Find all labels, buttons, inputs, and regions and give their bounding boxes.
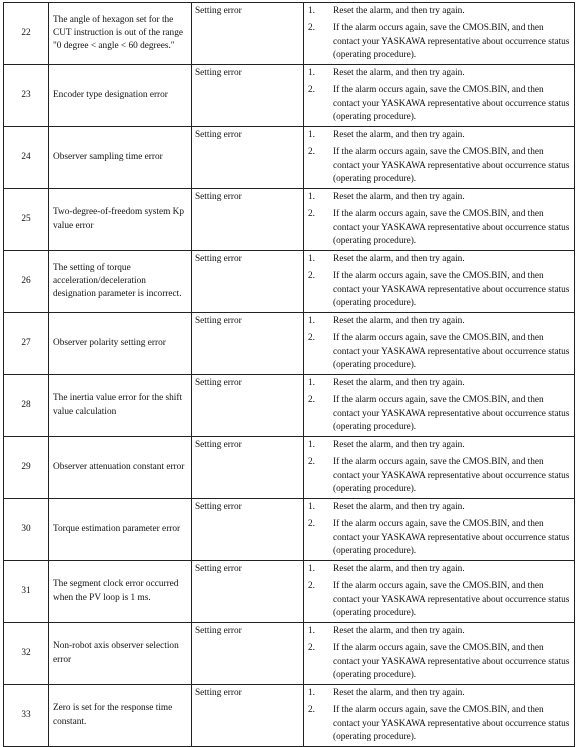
step-text: Reset the alarm, and then try again. [333,6,465,16]
remedy-step [308,518,571,558]
step-number: 1. [308,130,315,140]
step-text: Reset the alarm, and then try again. [333,626,465,636]
table-row [4,561,575,623]
alarm-table-body [4,3,575,747]
step-number: 2. [308,147,315,158]
remedy-steps [308,625,571,682]
table-row [4,251,575,313]
remedy-steps [308,253,571,310]
remedy-steps [308,439,571,496]
alarm-number: 28 [4,375,49,437]
alarm-description: The setting of torque acceleration/deceleration designation parameter is incorrect. [49,251,192,313]
alarm-remedy [304,127,575,189]
step-text: If the alarm occurs again, save the CMOS.BIN, and then contact your YASKAWA representative about occurrence status (operating procedure). [333,519,570,556]
step-text: Reset the alarm, and then try again. [333,316,465,326]
alarm-description: The inertia value error for the shift value calculation [49,375,192,437]
remedy-steps [308,129,571,186]
step-number: 1. [308,688,315,698]
alarm-table [3,2,575,747]
alarm-type: Setting error [192,437,304,499]
table-row [4,685,575,747]
alarm-remedy [304,189,575,251]
step-text: Reset the alarm, and then try again. [333,378,465,388]
step-number: 2. [308,705,315,716]
alarm-remedy [304,313,575,375]
alarm-type: Setting error [192,127,304,189]
alarm-remedy [304,685,575,747]
step-text: If the alarm occurs again, save the CMOS.BIN, and then contact your YASKAWA representative about occurrence status (operating procedure). [333,147,570,184]
step-number: 2. [308,333,315,344]
table-row [4,189,575,251]
remedy-steps [308,377,571,434]
step-text: If the alarm occurs again, save the CMOS.BIN, and then contact your YASKAWA representative about occurrence status (operating procedure). [333,271,570,308]
table-row [4,65,575,127]
alarm-remedy [304,3,575,65]
step-text: If the alarm occurs again, save the CMOS.BIN, and then contact your YASKAWA representative about occurrence status (operating procedure). [333,209,570,246]
table-row [4,375,575,437]
remedy-steps [308,67,571,124]
remedy-steps [308,501,571,558]
remedy-step [308,501,571,514]
remedy-steps [308,315,571,372]
remedy-step [308,270,571,310]
step-text: Reset the alarm, and then try again. [333,440,465,450]
alarm-description: Encoder type designation error [49,65,192,127]
step-text: Reset the alarm, and then try again. [333,564,465,574]
remedy-step [308,146,571,186]
step-number: 1. [308,192,315,202]
remedy-steps [308,687,571,744]
step-number: 2. [308,643,315,654]
alarm-number: 27 [4,313,49,375]
remedy-step [308,625,571,638]
alarm-number: 33 [4,685,49,747]
table-row [4,499,575,561]
step-text: If the alarm occurs again, save the CMOS.BIN, and then contact your YASKAWA representative about occurrence status (operating procedure). [333,457,570,494]
step-number: 1. [308,502,315,512]
table-row [4,437,575,499]
alarm-number: 31 [4,561,49,623]
remedy-step [308,84,571,124]
alarm-description: Observer polarity setting error [49,313,192,375]
step-number: 1. [308,440,315,450]
remedy-steps [308,5,571,62]
alarm-remedy [304,623,575,685]
alarm-number: 30 [4,499,49,561]
remedy-steps [308,191,571,248]
remedy-step [308,67,571,80]
step-number: 2. [308,519,315,530]
alarm-number: 26 [4,251,49,313]
remedy-step [308,191,571,204]
step-number: 1. [308,68,315,78]
alarm-type: Setting error [192,685,304,747]
alarm-type: Setting error [192,313,304,375]
remedy-step [308,394,571,434]
alarm-remedy [304,251,575,313]
step-text: If the alarm occurs again, save the CMOS.BIN, and then contact your YASKAWA representative about occurrence status (operating procedure). [333,395,570,432]
table-row [4,623,575,685]
step-number: 2. [308,271,315,282]
alarm-type: Setting error [192,251,304,313]
alarm-number: 25 [4,189,49,251]
alarm-description: Torque estimation parameter error [49,499,192,561]
remedy-step [308,208,571,248]
remedy-step [308,704,571,744]
step-number: 1. [308,626,315,636]
alarm-remedy [304,437,575,499]
step-number: 1. [308,254,315,264]
remedy-step [308,22,571,62]
step-number: 1. [308,6,315,16]
alarm-remedy [304,65,575,127]
remedy-step [308,642,571,682]
step-text: If the alarm occurs again, save the CMOS.BIN, and then contact your YASKAWA representative about occurrence status (operating procedure). [333,643,570,680]
alarm-type: Setting error [192,499,304,561]
alarm-number: 29 [4,437,49,499]
step-text: Reset the alarm, and then try again. [333,502,465,512]
step-text: If the alarm occurs again, save the CMOS.BIN, and then contact your YASKAWA representative about occurrence status (operating procedure). [333,333,570,370]
alarm-remedy [304,561,575,623]
alarm-number: 23 [4,65,49,127]
alarm-type: Setting error [192,561,304,623]
remedy-step [308,129,571,142]
table-row [4,3,575,65]
alarm-description: The segment clock error occurred when the PV loop is 1 ms. [49,561,192,623]
remedy-step [308,439,571,452]
step-number: 1. [308,378,315,388]
alarm-type: Setting error [192,189,304,251]
step-text: Reset the alarm, and then try again. [333,254,465,264]
step-text: Reset the alarm, and then try again. [333,130,465,140]
alarm-number: 24 [4,127,49,189]
alarm-description: Observer sampling time error [49,127,192,189]
step-text: Reset the alarm, and then try again. [333,192,465,202]
remedy-step [308,563,571,576]
step-number: 1. [308,316,315,326]
step-text: If the alarm occurs again, save the CMOS.BIN, and then contact your YASKAWA representative about occurrence status (operating procedure). [333,85,570,122]
remedy-step [308,253,571,266]
alarm-type: Setting error [192,65,304,127]
remedy-step [308,580,571,620]
step-number: 2. [308,395,315,406]
remedy-step [308,5,571,18]
step-text: If the alarm occurs again, save the CMOS.BIN, and then contact your YASKAWA representative about occurrence status (operating procedure). [333,581,570,618]
step-number: 2. [308,23,315,34]
remedy-step [308,315,571,328]
alarm-type: Setting error [192,623,304,685]
step-number: 1. [308,564,315,574]
alarm-type: Setting error [192,375,304,437]
alarm-description: Zero is set for the response time constant. [49,685,192,747]
step-number: 2. [308,581,315,592]
alarm-description: Two-degree-of-freedom system Kp value error [49,189,192,251]
step-number: 2. [308,457,315,468]
table-row [4,313,575,375]
alarm-number: 32 [4,623,49,685]
step-text: If the alarm occurs again, save the CMOS.BIN, and then contact your YASKAWA representative about occurrence status (operating procedure). [333,705,570,742]
remedy-step [308,377,571,390]
step-number: 2. [308,85,315,96]
alarm-description: Observer attenuation constant error [49,437,192,499]
step-number: 2. [308,209,315,220]
table-row [4,127,575,189]
alarm-number: 22 [4,3,49,65]
remedy-step [308,456,571,496]
step-text: Reset the alarm, and then try again. [333,688,465,698]
step-text: Reset the alarm, and then try again. [333,68,465,78]
alarm-description: The angle of hexagon set for the CUT instruction is out of the range "0 degree < angle < 60 degrees." [49,3,192,65]
alarm-description: Non-robot axis observer selection error [49,623,192,685]
remedy-steps [308,563,571,620]
alarm-type: Setting error [192,3,304,65]
step-text: If the alarm occurs again, save the CMOS.BIN, and then contact your YASKAWA representative about occurrence status (operating procedure). [333,23,570,60]
remedy-step [308,687,571,700]
alarm-remedy [304,375,575,437]
alarm-remedy [304,499,575,561]
remedy-step [308,332,571,372]
